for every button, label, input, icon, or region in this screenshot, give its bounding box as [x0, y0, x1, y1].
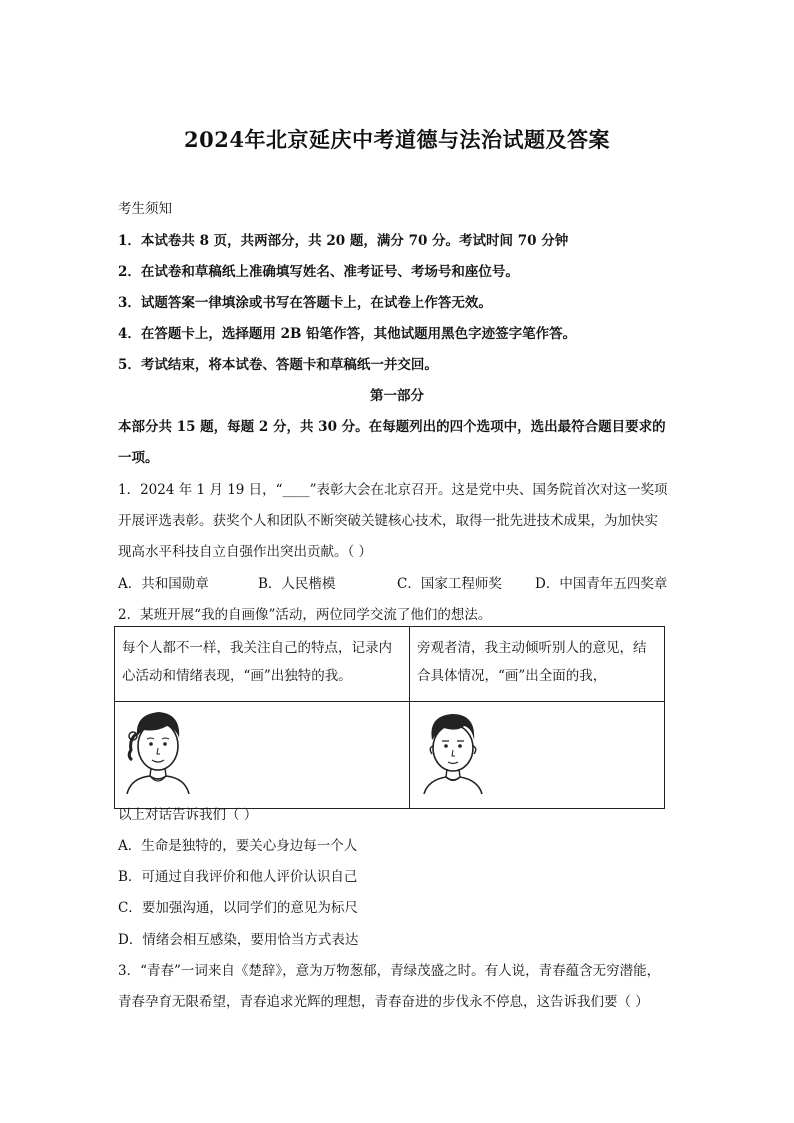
q3-stem-line2: 青春孕育无限希望，青春追求光辉的理想，青春奋进的步伐永不停息，这告诉我们要（ ）	[118, 994, 649, 1010]
q2-option-b: B．可通过自我评价和他人评价认识自己	[118, 869, 358, 885]
page-title: 2024年北京延庆中考道德与法治试题及答案	[184, 127, 610, 152]
q3-stem-line1: 3．“青春”一词来自《楚辞》，意为万物葱郁，青绿茂盛之时。有人说，青春蕴含无穷潜能，	[118, 963, 661, 979]
q2-option-d: D．情绪会相互感染，要用恰当方式表达	[118, 932, 359, 948]
q2-left-speech: 每个人都不一样，我关注自己的特点，记录内心活动和情绪表现，“画”出独特的我。	[115, 627, 410, 702]
q1-stem-line3: 现高水平科技自立自强作出突出贡献。（ ）	[118, 544, 373, 560]
part-instructions-line1: 本部分共 15 题，每题 2 分，共 30 分。在每题列出的四个选项中，选出最符合题目要求的	[118, 419, 666, 435]
q1-stem-line1: 1．2024 年 1 月 19 日，“____”表彰大会在北京召开。这是党中央、国务院首次对这一奖项	[118, 482, 668, 498]
part-heading: 第一部分	[370, 388, 424, 404]
part-instructions-line2: 一项。	[118, 450, 159, 466]
girl-illustration	[123, 706, 193, 794]
notice-item-5: 5．考试结束，将本试卷、答题卡和草稿纸一并交回。	[118, 357, 438, 373]
q1-stem-line2: 开展评选表彰。获奖个人和团队不断突破关键核心技术，取得一批先进技术成果，为加快实	[118, 513, 658, 529]
boy-illustration	[418, 706, 488, 794]
notice-item-4: 4．在答题卡上，选择题用 2B 铅笔作答，其他试题用黑色字迹签字笔作答。	[118, 326, 577, 342]
q1-option-a: A．共和国勋章	[118, 576, 209, 592]
q1-option-b: B．人民楷模	[258, 576, 336, 592]
q1-option-c: C．国家工程师奖	[397, 576, 502, 592]
q2-boy-cell	[410, 702, 665, 809]
notice-heading: 考生须知	[118, 201, 172, 217]
notice-item-3: 3．试题答案一律填涂或书写在答题卡上，在试卷上作答无效。	[118, 295, 492, 311]
notice-item-1: 1．本试卷共 8 页，共两部分，共 20 题，满分 70 分。考试时间 70 分钟	[118, 233, 569, 249]
q2-option-a: A．生命是独特的，要关心身边每一个人	[118, 838, 358, 854]
q2-question: 以上对话告诉我们（ ）	[118, 807, 258, 823]
q1-option-d: D．中国青年五四奖章	[535, 576, 668, 592]
q2-stem: 2．某班开展“我的自画像”活动，两位同学交流了他们的想法。	[118, 607, 492, 623]
notice-item-2: 2．在试卷和草稿纸上准确填写姓名、准考证号、考场号和座位号。	[118, 264, 519, 280]
q2-right-speech: 旁观者清，我主动倾听别人的意见，结合具体情况，“画”出全面的我，	[410, 627, 665, 702]
q2-girl-cell	[115, 702, 410, 809]
q2-option-c: C．要加强沟通，以同学们的意见为标尺	[118, 900, 358, 916]
q2-dialogue-table	[114, 626, 665, 809]
